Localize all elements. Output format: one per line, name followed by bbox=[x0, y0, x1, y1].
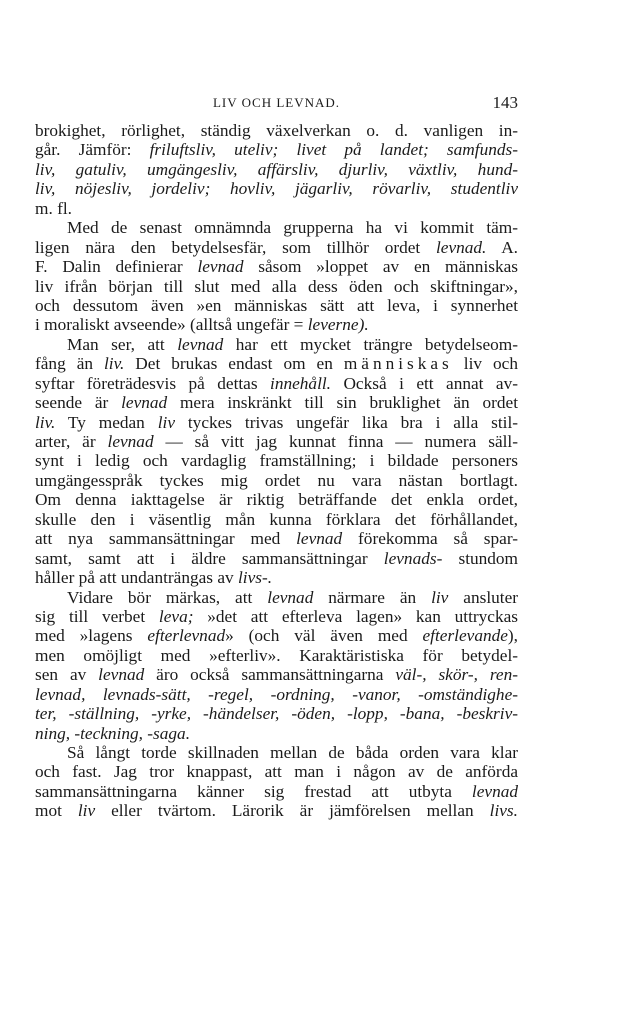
text-line bbox=[35, 626, 518, 645]
text-run: sen av bbox=[35, 665, 99, 685]
text-run: syftar företrädesvis på dettas bbox=[35, 373, 271, 393]
italic-term: livs-. bbox=[237, 568, 273, 588]
text-run: samt, samt att i äldre sammansättningar bbox=[35, 548, 384, 568]
text-run: m. fl. bbox=[35, 198, 72, 218]
italic-term: levnad, levnads-sätt, -regel, -ordning, -vanor, -omständighe- bbox=[35, 684, 518, 704]
text-run: seende är bbox=[35, 393, 122, 413]
italic-term: innehåll. bbox=[270, 373, 331, 393]
text-line bbox=[35, 277, 518, 296]
text-line bbox=[35, 665, 518, 684]
text-line bbox=[35, 393, 518, 412]
text-run: sig till verbet bbox=[35, 606, 159, 626]
italic-term: liv, nöjesliv, jordeliv; hovliv, jägarliv, rövarliv, studentliv bbox=[35, 179, 518, 199]
italic-term: liv bbox=[157, 412, 175, 432]
text-run: skulle den i väsentlig mån kunna förklara det förhållandet, bbox=[35, 509, 518, 529]
text-line bbox=[35, 121, 518, 140]
text-line bbox=[35, 471, 518, 490]
text-line bbox=[35, 296, 518, 315]
text-line bbox=[35, 782, 518, 801]
text-line bbox=[35, 140, 518, 159]
text-line bbox=[35, 374, 518, 393]
text-run: Vidare bör märkas, att bbox=[67, 587, 268, 607]
text-run: går. Jämför: bbox=[35, 140, 150, 160]
text-line bbox=[35, 568, 518, 587]
text-run: och dessutom även »en människas sätt att leva, i synnerhet bbox=[35, 295, 518, 315]
text-line bbox=[35, 451, 518, 470]
italic-term: ning, -teckning, -saga. bbox=[35, 723, 191, 743]
text-run: ansluter bbox=[448, 587, 518, 607]
text-run: » (och väl även med bbox=[225, 626, 423, 646]
text-run: tyckes trivas ungefär lika bra i alla stil- bbox=[175, 412, 518, 432]
text-line bbox=[35, 549, 518, 568]
text-run: Också i ett annat av- bbox=[331, 373, 518, 393]
italic-term: levnad bbox=[267, 587, 314, 607]
page-number: 143 bbox=[492, 93, 518, 112]
text-run: att nya sammansättningar med bbox=[35, 529, 297, 549]
text-run: eller tvärtom. Lärorik är jämförelsen mellan bbox=[95, 801, 490, 821]
text-line bbox=[35, 762, 518, 781]
italic-term: leverne). bbox=[307, 315, 369, 335]
text-run: brokighet, rörlighet, ständig växelverkan o. d. vanligen in- bbox=[35, 121, 518, 140]
italic-term: levnad bbox=[121, 393, 168, 413]
text-line bbox=[35, 179, 518, 198]
italic-term: levnad. bbox=[435, 237, 487, 257]
text-run: mot bbox=[35, 801, 78, 821]
body-text bbox=[35, 121, 518, 821]
text-run: sammansättningarna känner sig frestad att utbyta bbox=[35, 781, 472, 801]
italic-term: liv. bbox=[35, 412, 56, 432]
italic-term: levnad bbox=[98, 665, 145, 685]
running-title: LIV OCH LEVNAD. bbox=[212, 95, 341, 110]
text-run: — så vitt jag kunnat finna — numera säll- bbox=[153, 432, 518, 451]
text-line bbox=[35, 743, 518, 762]
text-run: F. Dalin definierar bbox=[35, 257, 198, 277]
text-run: närmare än bbox=[313, 587, 432, 607]
italic-term: levnad bbox=[471, 781, 518, 801]
text-run: A. bbox=[486, 237, 518, 257]
text-line bbox=[35, 238, 518, 257]
text-run: ligen nära den betydelsesfär, som tillhör ordet bbox=[35, 237, 436, 257]
text-run: håller på att undanträngas av bbox=[35, 568, 238, 588]
text-run: stundom bbox=[442, 548, 518, 568]
text-line bbox=[35, 315, 518, 334]
text-run: liv och bbox=[452, 354, 518, 374]
text-run: synt i ledig och vardaglig framställning; i bildade personers bbox=[35, 451, 518, 471]
text-line bbox=[35, 490, 518, 509]
text-run: och fast. Jag tror knappast, att man i någon av de anförda bbox=[35, 762, 518, 782]
text-run: med »lagens bbox=[35, 626, 148, 646]
italic-term: levnads- bbox=[383, 548, 443, 568]
text-line bbox=[35, 607, 518, 626]
text-run: i moraliskt avseende» (alltså ungefär = bbox=[35, 315, 308, 335]
text-line bbox=[35, 801, 518, 820]
text-line bbox=[35, 724, 518, 743]
italic-term: liv bbox=[431, 587, 449, 607]
italic-term: leva; bbox=[158, 606, 194, 626]
text-run: Så långt torde skillnaden mellan de båda orden vara klar bbox=[67, 743, 518, 762]
italic-term: liv bbox=[77, 801, 96, 821]
text-run: »det att efterleva lagen» kan uttryckas bbox=[193, 606, 518, 626]
text-run: såsom »loppet av en människas bbox=[243, 257, 518, 277]
italic-term: efterlevande bbox=[422, 626, 508, 646]
italic-term: efterlevnad bbox=[147, 626, 226, 646]
text-line bbox=[35, 510, 518, 529]
italic-term: livs. bbox=[489, 801, 518, 821]
italic-term: liv, gatuliv, umgängesliv, affärsliv, djurliv, växtliv, hund- bbox=[35, 159, 518, 179]
text-run: Ty medan bbox=[55, 412, 158, 432]
text-run: Med de senast omnämnda grupperna ha vi kommit täm- bbox=[67, 218, 518, 238]
text-run: Om denna iakttagelse är riktig beträffande det enkla ordet, bbox=[35, 490, 518, 510]
text-line bbox=[35, 218, 518, 237]
text-run: förekomma så spar- bbox=[342, 529, 518, 549]
text-line bbox=[35, 160, 518, 179]
text-line bbox=[35, 646, 518, 665]
text-run: umgängesspråk tyckes mig ordet nu vara nästan bortlagt. bbox=[35, 470, 518, 490]
italic-term: levnad bbox=[107, 432, 154, 451]
running-head bbox=[35, 93, 518, 115]
text-line bbox=[35, 354, 518, 373]
italic-term: levnad bbox=[296, 529, 343, 549]
text-line bbox=[35, 529, 518, 548]
italic-term: friluftsliv, uteliv; livet på landet; samfunds- bbox=[149, 140, 518, 160]
text-run: Man ser, att bbox=[67, 334, 178, 354]
text-run: har ett mycket trängre betydelseom- bbox=[223, 334, 518, 354]
text-line bbox=[35, 335, 518, 354]
text-run: fång än bbox=[35, 354, 104, 374]
text-line bbox=[35, 413, 518, 432]
text-line bbox=[35, 199, 518, 218]
text-line bbox=[35, 685, 518, 704]
spaced-emphasis: människas bbox=[343, 354, 453, 374]
text-run: men omöjligt med »efterliv». Karaktäristiska för betydel- bbox=[35, 645, 518, 665]
text-run: mera inskränkt till sin bruklighet än ordet bbox=[167, 393, 518, 413]
italic-term: levnad bbox=[197, 257, 244, 277]
text-run: ), bbox=[507, 626, 518, 646]
text-line bbox=[35, 588, 518, 607]
italic-term: ter, -ställning, -yrke, -händelser, -öden, -lopp, -bana, -beskriv- bbox=[35, 704, 518, 724]
text-run: äro också sammansättningarna bbox=[144, 665, 396, 685]
text-line bbox=[35, 432, 518, 451]
text-run: arter, är bbox=[35, 432, 108, 451]
italic-term: väl-, skör-, ren- bbox=[395, 665, 518, 685]
italic-term: liv. bbox=[104, 354, 125, 374]
text-run: liv ifrån början till slut med alla dess öden och skiftningar», bbox=[35, 276, 518, 296]
text-line bbox=[35, 257, 518, 276]
text-line bbox=[35, 704, 518, 723]
text-run: Det brukas endast om en bbox=[124, 354, 344, 374]
italic-term: levnad bbox=[177, 334, 224, 354]
